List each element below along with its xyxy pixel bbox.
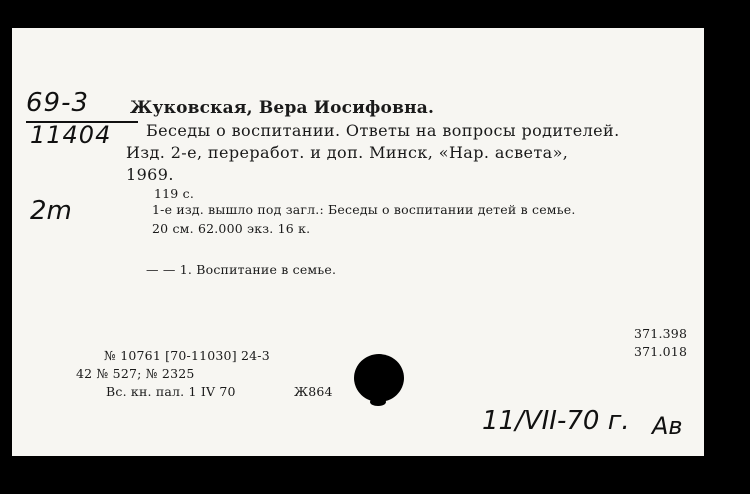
pages: 119 с. <box>154 186 195 201</box>
handwritten-date: 11/VII-70 г. <box>482 406 630 436</box>
udc-code-2: 371.018 <box>634 344 688 359</box>
catalog-card <box>12 28 704 456</box>
note-line-2: 20 см. 62.000 экз. 16 к. <box>152 221 311 236</box>
record-code: Ж864 <box>294 384 333 399</box>
record-line-3: Вс. кн. пал. 1 IV 70 <box>106 384 236 399</box>
call-number-bottom: 11404 <box>30 121 112 149</box>
udc-code-1: 371.398 <box>634 326 688 341</box>
punch-hole <box>354 354 404 402</box>
punch-hole-tear <box>370 398 386 406</box>
note-line-1: 1-е изд. вышло под загл.: Беседы о воспитании детей в семье. <box>152 202 576 217</box>
subject-heading: — — 1. Воспитание в семье. <box>146 262 337 277</box>
title-line-3: 1969. <box>126 165 174 184</box>
title-line-1: Беседы о воспитании. Ответы на вопросы родителей. <box>146 121 620 140</box>
handwritten-mark: 2m <box>30 196 72 226</box>
author-heading: Жуковская, Вера Иосифовна. <box>130 98 435 118</box>
record-line-2: 42 № 527; № 2325 <box>76 366 195 381</box>
call-number-top: 69-3 <box>26 88 90 118</box>
handwritten-signature: Ав <box>652 412 683 440</box>
record-line-1: № 10761 [70-11030] 24-3 <box>104 348 270 363</box>
title-line-2: Изд. 2-е, переработ. и доп. Минск, «Нар. асвета», <box>126 143 569 162</box>
